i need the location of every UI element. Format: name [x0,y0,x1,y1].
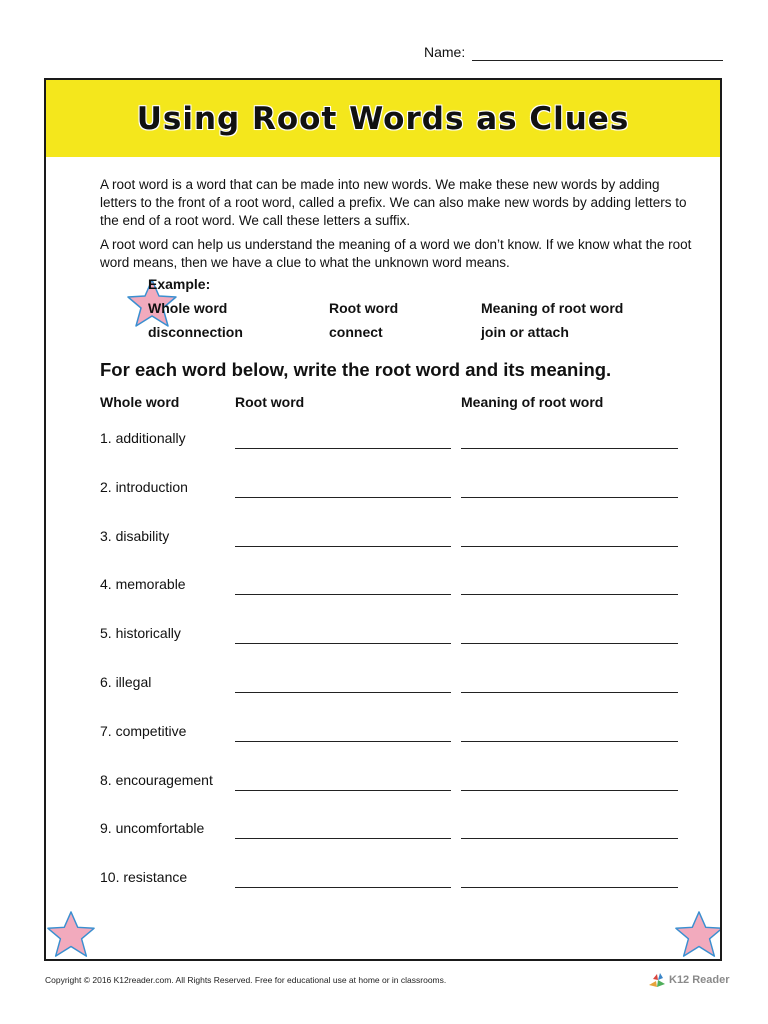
column-header-whole: Whole word [100,394,180,410]
example-root-word: connect [329,324,383,340]
column-header-meaning: Meaning of root word [461,394,604,410]
root-word-answer-line[interactable] [235,790,451,791]
meaning-answer-line[interactable] [461,497,678,498]
root-word-answer-line[interactable] [235,741,451,742]
book-icon [648,972,666,988]
meaning-answer-line[interactable] [461,546,678,547]
root-word-answer-line[interactable] [235,643,451,644]
example-header-meaning: Meaning of root word [481,300,624,316]
exercise-row [46,723,720,749]
intro-paragraph-1: A root word is a word that can be made into new words. We make these new words by adding letters to the front of a root word, called a prefix. We can also make new words by adding letters to the end of a root word. We call these letters a suffix. [100,177,687,228]
meaning-answer-line[interactable] [461,790,678,791]
example-whole-word: disconnection [148,324,243,340]
root-word-answer-line[interactable] [235,887,451,888]
exercise-word: 2. introduction [100,478,188,495]
example-label: Example: [148,276,211,292]
exercise-word: 8. encouragement [100,771,213,788]
worksheet-frame [44,78,722,961]
meaning-answer-line[interactable] [461,594,678,595]
exercise-word: 4. memorable [100,576,186,593]
root-word-answer-line[interactable] [235,546,451,547]
meaning-answer-line[interactable] [461,448,678,449]
instructions: For each word below, write the root word and its meaning. [100,359,612,380]
meaning-answer-line[interactable] [461,887,678,888]
root-word-answer-line[interactable] [235,497,451,498]
exercise-row [46,772,720,798]
exercise-row [46,479,720,505]
page-title: Using Root Words as Clues [136,100,630,137]
copyright-text: Copyright © 2016 K12reader.com. All Rights Reserved. Free for educational use at home or in classrooms. [45,975,447,985]
star-icon [674,910,722,960]
logo-text: K12 Reader [669,974,730,986]
exercise-word: 10. resistance [100,869,188,886]
exercise-word: 7. competitive [100,722,187,739]
star-icon [46,910,96,960]
example-header-root: Root word [329,300,399,316]
exercise-row [46,674,720,700]
exercise-row [46,528,720,554]
exercise-row [46,430,720,456]
exercise-row [46,625,720,651]
exercise-word: 5. historically [100,625,181,642]
root-word-answer-line[interactable] [235,448,451,449]
exercise-word: 9. uncomfortable [100,820,205,837]
meaning-answer-line[interactable] [461,741,678,742]
meaning-answer-line[interactable] [461,838,678,839]
exercise-word: 6. illegal [100,674,152,690]
exercise-word: 1. additionally [100,430,186,446]
exercise-row [46,576,720,602]
column-header-root: Root word [235,394,305,410]
name-label: Name: [424,44,466,60]
meaning-answer-line[interactable] [461,692,678,693]
intro-paragraph-2: A root word can help us understand the meaning of a word we don’t know. If we know what the root word means, then we have a clue to what the unknown word means. [100,237,692,270]
k12reader-logo [648,970,730,990]
exercise-row [46,869,720,895]
exercise-word: 3. disability [100,527,170,544]
root-word-answer-line[interactable] [235,594,451,595]
exercise-row [46,820,720,846]
meaning-answer-line[interactable] [461,643,678,644]
root-word-answer-line[interactable] [235,838,451,839]
example-header-whole: Whole word [148,300,228,316]
example-meaning: join or attach [481,324,569,340]
name-line [472,60,723,61]
title-band [46,80,720,157]
root-word-answer-line[interactable] [235,692,451,693]
